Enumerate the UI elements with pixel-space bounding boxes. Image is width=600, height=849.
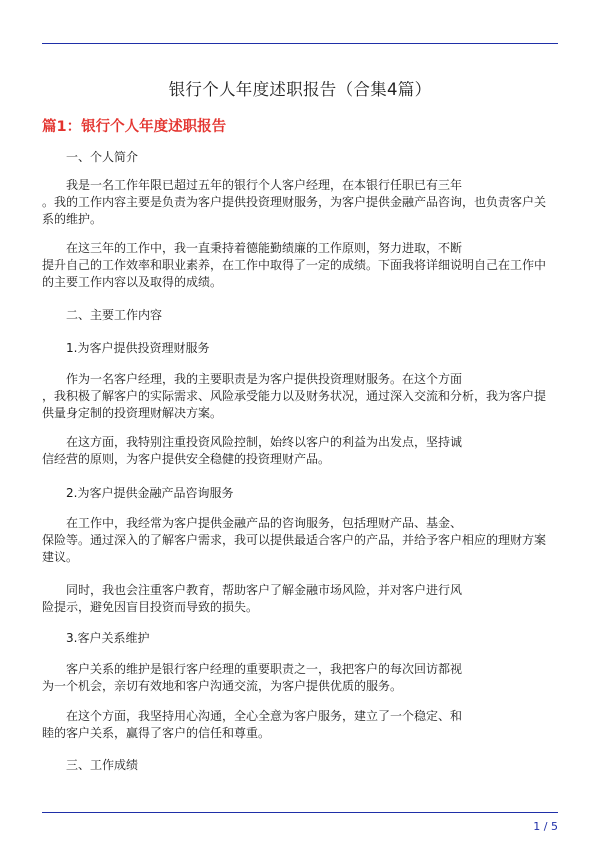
- subsection-heading-3: 3.客户关系维护: [66, 631, 150, 645]
- paragraph-line: 同时，我也会注重客户教育，帮助客户了解金融市场风险，并对客户进行风: [66, 583, 463, 597]
- paragraph-line: 为一个机会，亲切有效地和客户沟通交流，为客户提供优质的服务。: [42, 679, 403, 693]
- document-title: 银行个人年度述职报告（合集4篇）: [168, 80, 432, 99]
- header-rule: [42, 43, 558, 44]
- paragraph-line: 在这三年的工作中，我一直秉持着德能勤绩廉的工作原则，努力进取，不断: [66, 241, 463, 255]
- section-heading-1: 一、个人简介: [66, 150, 139, 164]
- paragraph-line: 系的维护。: [42, 212, 103, 226]
- paragraph-line: 的主要工作内容以及取得的成绩。: [42, 275, 223, 289]
- chapter-heading: 篇1：银行个人年度述职报告: [42, 119, 227, 135]
- paragraph-line: 在工作中，我经常为客户提供金融产品的咨询服务，包括理财产品、基金、: [66, 516, 463, 530]
- subsection-heading-1: 1.为客户提供投资理财服务: [66, 341, 210, 355]
- paragraph-line: 供量身定制的投资理财解决方案。: [42, 406, 223, 420]
- paragraph-line: 作为一名客户经理，我的主要职责是为客户提供投资理财服务。在这个方面: [66, 372, 463, 386]
- subsection-heading-2: 2.为客户提供金融产品咨询服务: [66, 486, 234, 500]
- paragraph-line: 在这个方面，我坚持用心沟通，全心全意为客户服务，建立了一个稳定、和: [66, 709, 463, 723]
- paragraph-line: 。我的工作内容主要是负责为客户提供投资理财服务，为客户提供金融产品咨询，也负责客户关: [42, 195, 547, 209]
- paragraph-line: 睦的客户关系，赢得了客户的信任和尊重。: [42, 726, 271, 740]
- paragraph-line: 建议。: [42, 550, 79, 564]
- paragraph-line: 提升自己的工作效率和职业素养，在工作中取得了一定的成绩。下面我将详细说明自己在工作中: [42, 258, 547, 272]
- footer-rule: [42, 812, 558, 813]
- paragraph-line: ，我积极了解客户的实际需求、风险承受能力以及财务状况，通过深入交流和分析，我为客户提: [42, 389, 547, 403]
- paragraph-line: 客户关系的维护是银行客户经理的重要职责之一，我把客户的每次回访都视: [66, 662, 463, 676]
- paragraph-line: 保险等。通过深入的了解客户需求，我可以提供最适合客户的产品，并给予客户相应的理财方案: [42, 533, 547, 547]
- section-heading-2: 二、主要工作内容: [66, 308, 163, 322]
- paragraph-line: 我是一名工作年限已超过五年的银行个人客户经理，在本银行任职已有三年: [66, 178, 463, 192]
- paragraph-line: 险提示，避免因盲目投资而导致的损失。: [42, 600, 259, 614]
- paragraph-line: 在这方面，我特别注重投资风险控制，始终以客户的利益为出发点，坚持诚: [66, 435, 463, 449]
- paragraph-line: 信经营的原则，为客户提供安全稳健的投资理财产品。: [42, 452, 331, 466]
- page-number: 1 / 5: [533, 820, 558, 833]
- section-heading-3: 三、工作成绩: [66, 758, 139, 772]
